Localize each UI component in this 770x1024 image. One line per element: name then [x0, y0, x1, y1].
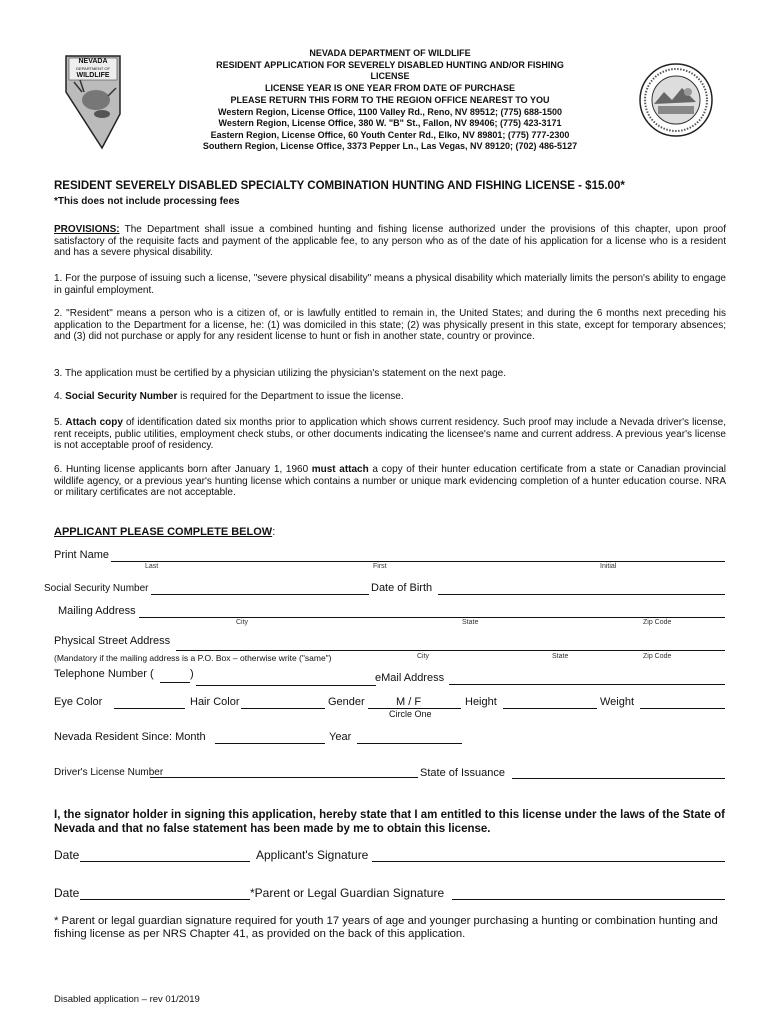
ssn-field[interactable] — [151, 594, 369, 595]
hair-color-field[interactable] — [241, 708, 325, 709]
state-seal-icon — [638, 62, 714, 138]
guardian-signature-field[interactable] — [452, 899, 725, 900]
ndow-logo — [60, 52, 126, 152]
signator-statement: I, the signator holder in signing this application, hereby state that I am entitled to this license under the laws of the State of Nevada and that no false statement has been made by me to obtain this license. — [54, 809, 725, 835]
fee-note: *This does not include processing fees — [54, 196, 240, 207]
application-title: RESIDENT APPLICATION FOR SEVERELY DISABLED HUNTING AND/OR FISHING LICENSE — [216, 59, 564, 81]
provision-3: 3. The application must be certified by a physician utilizing the physician's statement on the next page. — [54, 368, 506, 379]
provision-5 — [54, 417, 726, 452]
provisions-label: PROVISIONS: — [54, 224, 120, 235]
physical-zip-caption: Zip Code — [643, 653, 672, 660]
provisions-text: The Department shall issue a combined hunting and fishing license authorized under the provisions of this chapter, upon proof satisfactory of the requisite facts and payment of the applicable fee, to any person who as of the date of his application for a license who is a resident and has a severe physical disability. — [54, 224, 726, 259]
logo-line-2: DEPARTMENT OF — [76, 66, 110, 71]
logo-text — [69, 58, 117, 79]
guardian-signature-label: *Parent or Legal Guardian Signature — [250, 886, 445, 900]
phone-label: Telephone Number ( — [54, 668, 154, 680]
office-item: Southern Region, License Office, 3373 Pepper Ln., Las Vegas, NV 89120; (702) 486-5127 — [202, 141, 578, 151]
ssn-label: Social Security Number — [44, 583, 149, 594]
state-issuance-label: State of Issuance — [420, 767, 505, 779]
eye-color-label: Eye Color — [54, 696, 103, 708]
provision-5-text: of identification dated six months prior to application which shows current residency. Such proof may include a Nevada driver's license, rent receipts, public utilities, employment check stubs, or other documents indicating the licensee's name and current address. A previous year's license is not acceptable proof of residency. — [54, 417, 727, 452]
form-heading — [54, 526, 275, 538]
provision-4-text: is required for the Department to issue the license. — [177, 391, 404, 402]
email-field[interactable] — [449, 684, 725, 685]
provision-1: 1. For the purpose of issuing such a license, "severe physical disability" means a physical disability which materially limits the person's ability to engage in gainful employment. — [54, 273, 726, 296]
physical-city-caption: City — [417, 653, 430, 660]
license-year-note: LICENSE YEAR IS ONE YEAR FROM DATE OF PURCHASE — [264, 82, 516, 93]
gender-options[interactable]: M / F — [396, 696, 422, 708]
office-list — [140, 95, 640, 153]
email-label: eMail Address — [375, 672, 445, 684]
provision-4 — [54, 391, 726, 403]
print-name-label: Print Name — [54, 549, 110, 561]
office-item: Eastern Region, License Office, 60 Youth Center Rd., Elko, NV 89801; (775) 777-2300 — [210, 129, 570, 140]
header-block — [200, 48, 580, 94]
page-title: RESIDENT SEVERELY DISABLED SPECIALTY COMBINATION HUNTING AND FISHING LICENSE - $15.00* — [54, 180, 625, 192]
physical-address-field[interactable] — [176, 650, 725, 651]
provision-6-text-a: 6. Hunting license applicants born after January 1, 1960 — [54, 464, 312, 475]
guardian-note: * Parent or legal guardian signature required for youth 17 years of age and younger purchasing a hunting or combination hunting and fishing license as per NRS Chapter 41, as provided on the back of this application. — [54, 915, 718, 940]
provision-6-text-b: a copy of their hunter education certificate from a state or Canadian provincial wildlife agency, or a previous year's hunting license which contains a number or unique mark evidencing completion of a hunter education course. NRA or military certificates are not acceptable. — [54, 464, 726, 499]
applicant-signature-field[interactable] — [372, 861, 725, 862]
mailing-address-label: Mailing Address — [58, 605, 136, 617]
dob-label: Date of Birth — [371, 582, 433, 594]
eye-color-field[interactable] — [114, 708, 185, 709]
date-field-2[interactable] — [80, 899, 250, 900]
print-name-field[interactable] — [111, 561, 725, 562]
provision-4-number: 4. — [54, 391, 66, 402]
form-heading-text: APPLICANT PLEASE COMPLETE BELOW — [54, 526, 273, 538]
mailing-address-field[interactable] — [139, 617, 725, 618]
provisions-paragraph — [54, 224, 726, 259]
phone-paren-close: ) — [190, 668, 194, 680]
resident-since-label: Nevada Resident Since: Month — [54, 731, 206, 743]
resident-year-label: Year — [329, 731, 352, 743]
hair-color-label: Hair Color — [190, 696, 240, 708]
provision-5-bold: Attach copy — [65, 417, 123, 428]
date-label-2: Date — [54, 886, 80, 900]
weight-label: Weight — [600, 696, 635, 708]
form-heading-colon: : — [272, 526, 276, 538]
dob-field[interactable] — [438, 594, 725, 595]
mandatory-note: (Mandatory if the mailing address is a P.O. Box – otherwise write ("same") — [54, 653, 332, 663]
drivers-license-field[interactable] — [150, 777, 418, 778]
provision-6 — [54, 464, 726, 499]
initial-caption: Initial — [600, 563, 617, 570]
physical-address-label: Physical Street Address — [54, 635, 171, 647]
resident-month-field[interactable] — [215, 743, 325, 744]
return-note: PLEASE RETURN THIS FORM TO THE REGION OFFICE NEAREST TO YOU — [230, 95, 550, 105]
provision-2: 2. "Resident" means a person who is a citizen of, or is lawfully entitled to remain in, the United States; and during the 6 months next preceding his application to the Department for a license, he: (1) was domiciled in this state; (2) was physically present in this state, except for temporary absences; and (3) did not purchase or apply for any resident license to hunt or fish in another state, country or province. — [54, 308, 726, 343]
physical-state-caption: State — [552, 653, 569, 660]
weight-field[interactable] — [640, 708, 725, 709]
gender-label: Gender — [328, 696, 365, 708]
provision-4-bold: Social Security Number — [65, 391, 178, 402]
height-label: Height — [465, 696, 497, 708]
date-label-1: Date — [54, 848, 80, 862]
first-name-caption: First — [373, 563, 387, 570]
drivers-license-label: Driver's License Number — [54, 767, 164, 778]
office-item: Western Region, License Office, 1100 Valley Rd., Reno, NV 89512; (775) 688-1500 — [218, 106, 562, 117]
office-item: Western Region, License Office, 380 W. "B" St., Fallon, NV 89406; (775) 423-3171 — [218, 118, 562, 128]
provision-6-bold: must attach — [311, 464, 369, 475]
provision-5-number: 5. — [54, 417, 66, 428]
mailing-state-caption: State — [462, 619, 479, 626]
mailing-city-caption: City — [236, 619, 249, 626]
circle-one-caption: Circle One — [389, 709, 432, 719]
logo-line-1: NEVADA — [78, 58, 108, 65]
last-name-caption: Last — [145, 563, 159, 570]
department-name: NEVADA DEPARTMENT OF WILDLIFE — [309, 48, 471, 58]
date-field-1[interactable] — [80, 861, 250, 862]
logo-line-3: WILDLIFE — [76, 72, 110, 79]
state-seal — [638, 62, 714, 143]
area-code-field[interactable] — [160, 682, 190, 683]
mailing-zip-caption: Zip Code — [643, 619, 672, 626]
applicant-signature-label: Applicant's Signature — [256, 848, 369, 862]
state-issuance-field[interactable] — [512, 778, 725, 779]
footer-revision: Disabled application – rev 01/2019 — [54, 994, 200, 1005]
phone-field[interactable] — [196, 685, 376, 686]
resident-year-field[interactable] — [357, 743, 462, 744]
height-field[interactable] — [503, 708, 597, 709]
